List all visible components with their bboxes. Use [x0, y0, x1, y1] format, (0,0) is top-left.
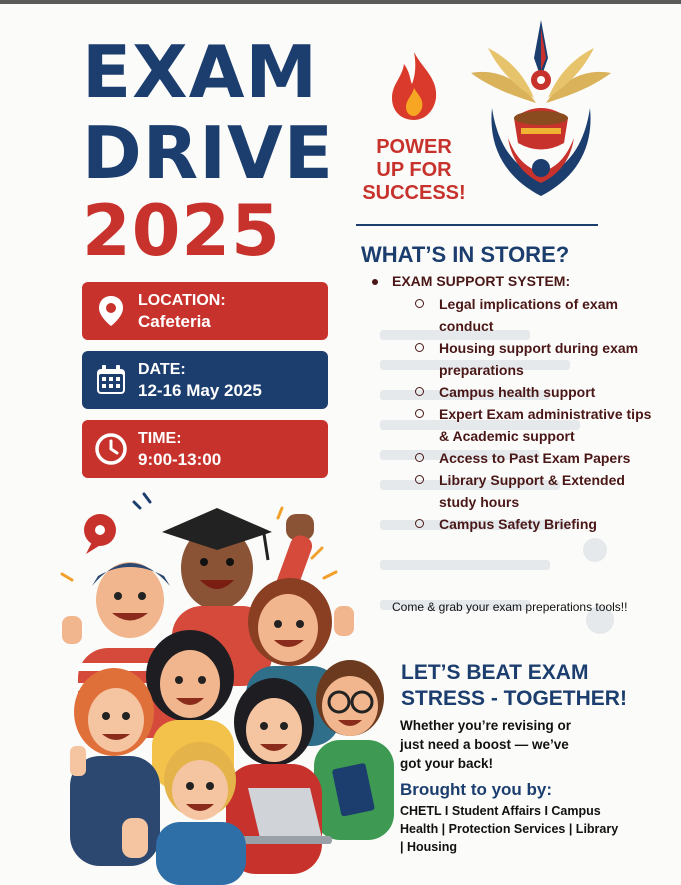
exam-support-bullet [372, 273, 570, 289]
title-line-exam: EXAM [82, 30, 319, 114]
list-item: Campus Safety Briefing [414, 513, 654, 535]
list-item: Expert Exam administrative tips & Academic support [414, 403, 654, 447]
tagline-line-1: POWER [376, 136, 452, 158]
tagline-line-2: UP FOR [376, 159, 452, 181]
exam-support-label: EXAM SUPPORT SYSTEM: [392, 273, 571, 289]
bullet-circle [415, 453, 424, 462]
partners-list: CHETL I Student Affairs I Campus Health | Protection Services | Library | Housing [400, 804, 619, 854]
clock-icon [94, 432, 128, 466]
support-list [414, 293, 654, 535]
bullet-circle [415, 519, 424, 528]
brought-to-you-by-heading: Brought to you by: [400, 780, 553, 799]
header-divider [356, 224, 598, 226]
flame-icon [388, 50, 440, 122]
time-value: 9:00-13:00 [138, 450, 222, 469]
tagline [355, 136, 473, 205]
grab-tools-text: Come & grab your exam preperations tools!! [392, 600, 628, 614]
beat-line-2: STRESS - TOGETHER! [401, 687, 627, 710]
whether-text: Whether you’re revising or just need a boost — we’ve got your back! [400, 718, 572, 771]
date-value: 12-16 May 2025 [138, 381, 262, 400]
university-logo [466, 18, 616, 208]
bullet-circle [415, 475, 424, 484]
bullet-circle [415, 409, 424, 418]
location-pin-icon [94, 294, 128, 328]
date-box [82, 351, 328, 409]
list-item: Access to Past Exam Papers [414, 447, 654, 469]
beat-line-1: LET’S BEAT EXAM [401, 661, 589, 684]
location-value: Cafeteria [138, 312, 211, 331]
whats-in-store-heading: WHAT’S IN STORE? [361, 242, 570, 267]
location-box [82, 282, 328, 340]
title-line-drive: DRIVE [82, 111, 334, 195]
list-item: Library Support & Extended study hours [414, 469, 654, 513]
list-item: Campus health support [414, 381, 654, 403]
list-item: Housing support during exam preparations [414, 337, 654, 381]
date-label: DATE: [138, 361, 186, 378]
cheering-students-illustration [52, 488, 397, 885]
list-item: Legal implications of exam conduct [414, 293, 654, 337]
bullet-circle [415, 387, 424, 396]
calendar-icon [94, 363, 128, 397]
beat-stress-heading [401, 660, 627, 712]
title-line-year: 2025 [82, 190, 281, 272]
tagline-line-3: SUCCESS! [362, 182, 466, 204]
time-label: TIME: [138, 430, 182, 447]
speech-bubble-icon [84, 514, 116, 554]
bullet-dot [372, 279, 378, 285]
bullet-circle [415, 299, 424, 308]
bullet-circle [415, 343, 424, 352]
location-label: LOCATION: [138, 292, 226, 309]
time-box [82, 420, 328, 478]
